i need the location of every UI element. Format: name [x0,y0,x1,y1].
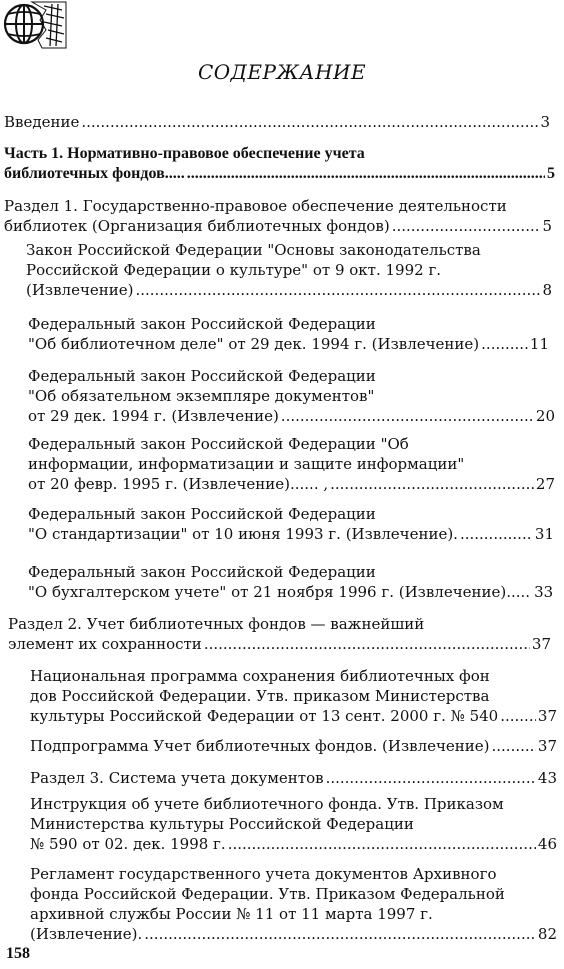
toc-entry-leader-line [30,924,557,944]
toc-entry [28,434,555,494]
toc-entry [28,504,554,544]
toc-entry-line: информации, информатизации и защите информации" [28,455,465,473]
toc-entry [30,666,557,726]
toc-entry-line: архивной службы России № 11 от 11 марта 1997 г. [30,905,433,923]
toc-entry-text: элемент их сохранности [8,635,202,653]
toc-entry-text: Введение [4,113,80,131]
toc-entry-line: Инструкция об учете библиотечного фонда. Утв. Приказом [30,795,504,813]
toc-entry-line: дов Российской Федерации. Утв. приказом Министерства [30,687,490,705]
toc-entry-leader-line [4,216,552,236]
toc-entry-leader-line [28,582,553,602]
toc-entry [4,144,555,184]
dot-leader [144,924,536,944]
toc-entry [4,112,550,132]
globe-logo-icon [2,0,68,50]
dot-leader [228,834,536,854]
toc-entry-leader-line [26,280,552,300]
toc-entry [30,736,557,756]
toc-entry-line: Федеральный закон Российской Федерации [28,315,376,333]
toc-entry-leader-line [30,834,557,854]
toc-entry-text: культуры Российской Федерации от 13 сент. 2000 г. № 540 [30,707,499,725]
dot-leader [481,334,528,354]
toc-entry-leader-line [4,112,550,132]
toc-page-number: 5 [547,165,555,182]
toc-entry-line: Министерства культуры Российской Федерации [30,815,414,833]
toc-entry-leader-line [28,524,554,544]
toc-page-number: 5 [542,217,552,235]
toc-entry [30,768,557,788]
toc-entry-text: библиотечных фондов..... [4,165,185,182]
toc-entry-line: Закон Российской Федерации "Основы законодательства [26,241,481,259]
toc-page-number: 31 [534,525,554,543]
toc-entry [28,366,555,426]
dot-leader [187,164,545,184]
toc-entry-line: Федеральный закон Российской Федерации [28,367,376,385]
toc-entry [26,240,552,300]
toc-entry [4,196,552,236]
toc-entry-line: Российской Федерации о культуре" от 9 окт. 1992 г. [26,261,442,279]
toc-entry-text: "Об библиотечном деле" от 29 дек. 1994 г. (Извлечение) [28,335,480,353]
toc-entry [8,614,551,654]
toc-entry [30,864,557,944]
toc-entry-text: Раздел 3. Система учета документов [30,769,324,787]
toc-entry-leader-line [4,164,555,184]
dot-leader [460,524,533,544]
toc-page-number: 3 [540,113,550,131]
toc-entry-text: от 20 февр. 1995 г. (Извлечение)...... , [28,475,329,493]
toc-entry-leader-line [8,634,551,654]
dot-leader [81,112,538,132]
toc-entry-leader-line [30,736,557,756]
toc-entry-line: Раздел 1. Государственно-правовое обеспечение деятельности [4,197,507,215]
toc-entry-text: "О стандартизации" от 10 июня 1993 г. (Извлечение). [28,525,458,543]
dot-leader [392,216,541,236]
toc-entry-line: "Об обязательном экземпляре документов" [28,387,375,405]
dot-leader [492,736,536,756]
toc-entry-line: Национальная программа сохранения библиотечных фон [30,667,490,685]
toc-entry-text: № 590 от 02. дек. 1998 г. [30,835,226,853]
toc-page-number: 8 [542,281,552,299]
toc-page-number: 33 [534,583,554,601]
toc-entry-line: Федеральный закон Российской Федерации "Об [28,435,409,453]
toc-page-number: 46 [537,835,557,853]
toc-entry-line: Регламент государственного учета документов Архивного [30,865,497,883]
toc-page-number: 37 [531,635,551,653]
page-number: 158 [6,945,30,962]
dot-leader [281,406,534,426]
toc-entry-text: библиотек (Организация библиотечных фондов) [4,217,390,235]
dot-leader [330,474,534,494]
toc-page-number: 43 [537,769,557,787]
toc-entry-leader-line [30,706,557,726]
toc-entry-leader-line [30,768,557,788]
toc-entry-line: Раздел 2. Учет библиотечных фондов — важнейший [8,615,425,633]
toc-entry [28,314,549,354]
toc-entry-line: фонда Российской Федерации. Утв. Приказом Федеральной [30,885,505,903]
toc-entry-line: Часть 1. Нормативно-правовое обеспечение учета [4,145,365,162]
dot-leader [326,768,536,788]
toc-page-number: 27 [535,475,555,493]
toc-page-number: 37 [537,737,557,755]
toc-page-number: 37 [537,707,557,725]
page-title: СОДЕРЖАНИЕ [197,60,367,84]
toc-entry-text: (Извлечение). [30,925,143,943]
toc-page-number: 20 [535,407,555,425]
toc-entry [28,562,553,602]
toc-entry-leader-line [28,334,549,354]
toc-entry-line: Федеральный закон Российской Федерации [28,563,376,581]
toc-page-number: 11 [529,335,549,353]
toc-entry-line: Федеральный закон Российской Федерации [28,505,376,523]
dot-leader [500,706,536,726]
toc-entry-leader-line [28,474,555,494]
toc-entry-text: "О бухгалтерском учете" от 21 ноября 1996 г. (Извлечение)..... [28,583,531,601]
toc-entry-text: от 29 дек. 1994 г. (Извлечение) [28,407,279,425]
toc-page-number: 82 [537,925,557,943]
dot-leader [135,280,540,300]
toc-entry-text: Подпрограмма Учет библиотечных фондов. (Извлечение) [30,737,490,755]
toc-entry-text: (Извлечение) [26,281,134,299]
dot-leader [204,634,530,654]
toc-entry [30,794,557,854]
toc-entry-leader-line [28,406,555,426]
